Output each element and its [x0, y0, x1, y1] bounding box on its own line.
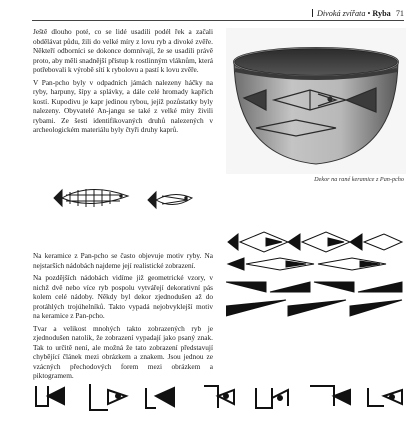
paragraph: Ještě dlouho poté, co se lidé usadili podél řek a začali obdělávat půdu, žili do velké míry z lovu ryb a divoké zvěře. Někteří odborníci se dokonce domnívají, že se usadili právě proto, aby měli snadnější přístup k rostlinným vláknům, která potřebovali k výrobě sítí k rybolovu a pastí k lovu zvěře.: [33, 27, 213, 74]
section-title: Ryba: [372, 9, 391, 18]
paragraph: Na pozdějších nádobách vidíme již geometrické vzory, v nichž dvě nebo více ryb pospolu vytvářejí dekorativní pás kolem celé nádoby. Někdy byl dekor zjednodušen až do protáhlých trojúhelníků. Takto vypadá nejobvyklejší motiv na keramice z Pan-pcho.: [33, 273, 213, 320]
header-separator: [312, 9, 313, 17]
paragraph: V Pan-pcho byly v odpadních jámách nalezeny háčky na ryby, harpuny, šípy a splávky, a dále celé hromady kapřích kostí. Kupodivu je kapr jedinou rybou, jejíž pozůstatky byly nalezeny. Obyvatelé An-jangu se také z velké míry živili rybami. Ze šesti identifikovaných druhů nalezených v archeologickém materiálu byly čtyři druhy kaprů.: [33, 77, 213, 134]
paragraph: Na keramice z Pan-pcho se často objevuje motiv ryby. Na nejstarších nádobách najdeme její realistické zobrazení.: [33, 251, 213, 270]
geometric-fish-bands: [226, 230, 406, 328]
realistic-fish-drawings: [50, 178, 220, 212]
header-rule: [32, 20, 404, 21]
fish-character-sequence: [34, 376, 406, 420]
paragraph: Tvar a velikost mnohých takto zobrazených ryb je zjednodušen natolik, že zobrazení vypadají jako psaný znak. Tak to určitě není, ale možná že tato zobrazení představují chybějící článek mezi obrázkem a znakem. Jsou jednou ze vzácných přechodových forem mezi obrázkem a piktogramem.: [33, 323, 213, 380]
page-number: 71: [395, 9, 404, 18]
text-column-top: [33, 27, 213, 138]
running-header: [312, 9, 404, 18]
pottery-bowl-photo: [226, 28, 406, 174]
text-column-bottom: [33, 251, 213, 384]
section-bullet: •: [367, 9, 371, 18]
section-topic: Divoká zvířata: [316, 9, 366, 18]
figure-caption: Dekor na rané keramice z Pan-pcho: [314, 176, 404, 183]
